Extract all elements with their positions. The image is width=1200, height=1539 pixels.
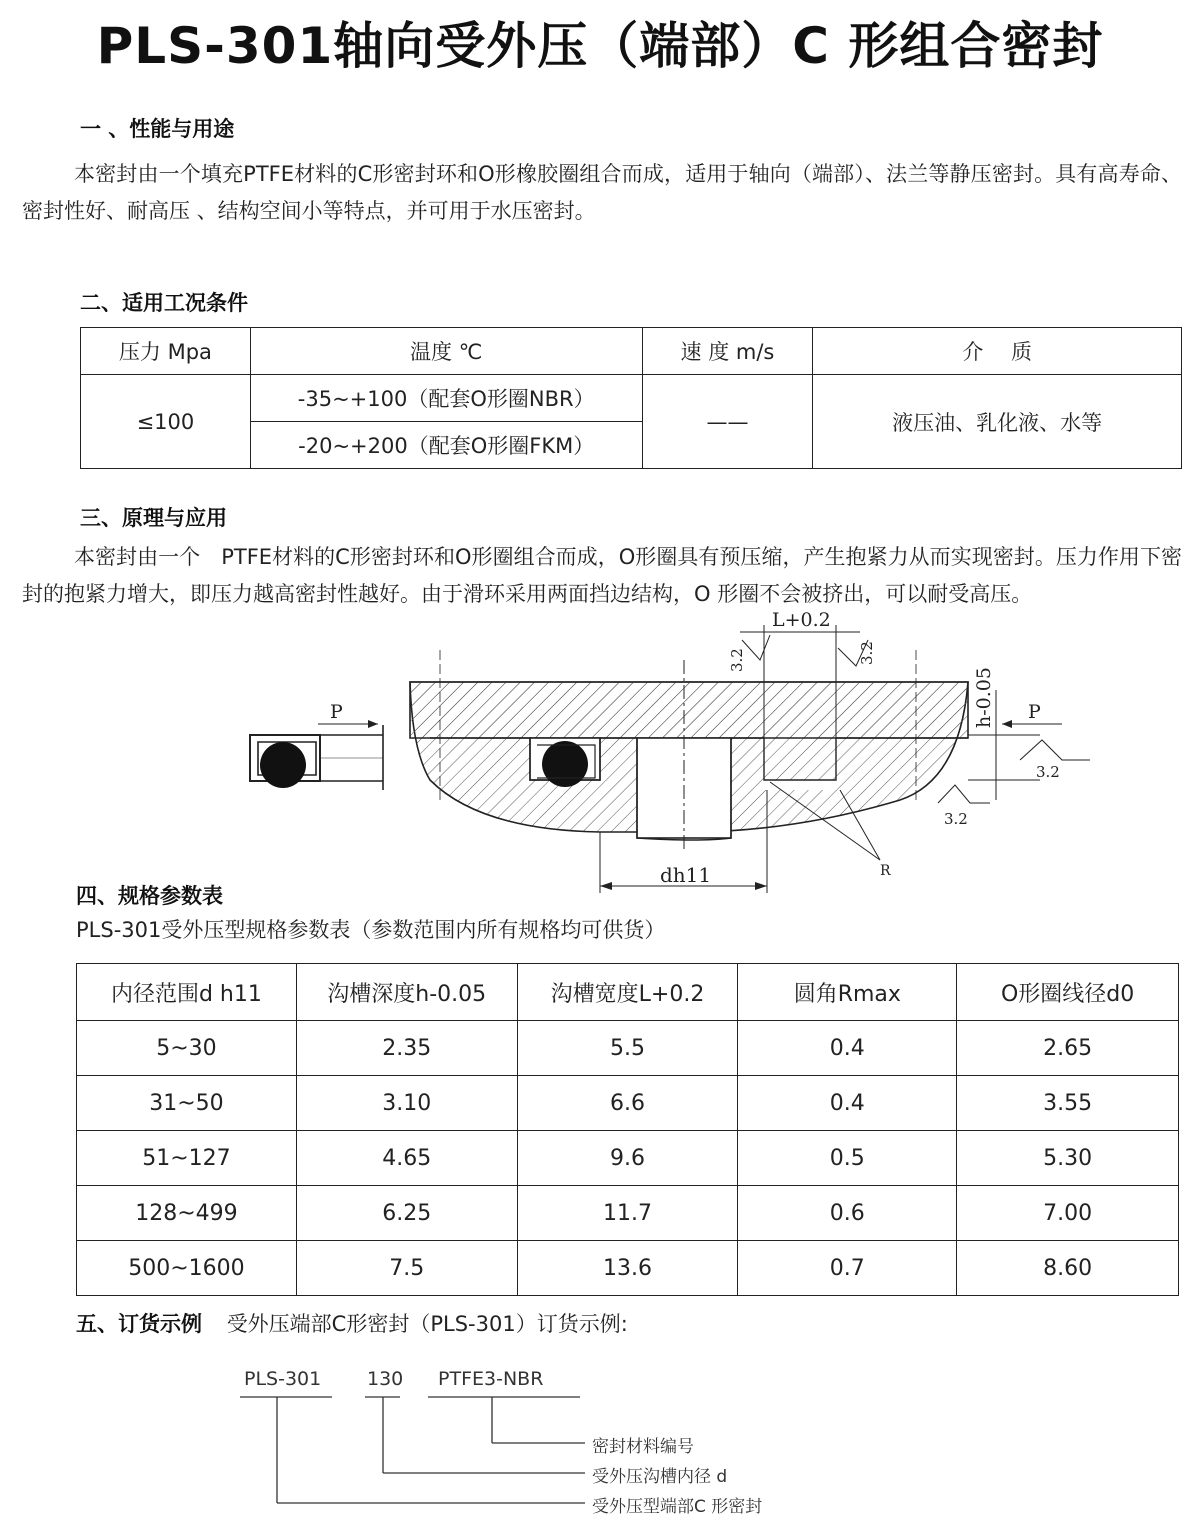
radius-label: R (880, 863, 891, 879)
table-cell: 5.5 (517, 1021, 738, 1076)
table-cell: 6.6 (517, 1076, 738, 1131)
temperature-nbr: -35~+100（配套O形圈NBR） (250, 375, 642, 422)
header-speed: 速 度 m/s (642, 328, 813, 375)
header-temperature: 温度 ℃ (250, 328, 642, 375)
header-pressure: 压力 Mpa (81, 328, 251, 375)
table-row (77, 1076, 1179, 1131)
groove-depth-label: h-0.05 (973, 667, 995, 728)
diameter-label: dh11 (660, 863, 712, 887)
section3-heading: 三、原理与应用 (80, 506, 227, 530)
table-cell: 128~499 (77, 1186, 297, 1241)
seal-cross-section (250, 725, 383, 790)
table-row (77, 1241, 1179, 1296)
section5-heading: 五、订货示例 (76, 1312, 202, 1336)
header-inner-diameter: 内径范围d h11 (77, 964, 297, 1021)
header-oring-diameter: O形圈线径d0 (957, 964, 1179, 1021)
table-cell: 0.5 (738, 1131, 957, 1186)
table-header-row (81, 328, 1182, 375)
table-cell: 9.6 (517, 1131, 738, 1186)
section1-heading: 一 、性能与用途 (80, 117, 235, 141)
groove-width-label: L+0.2 (772, 609, 831, 631)
roughness-label: 3.2 (858, 641, 876, 665)
table-row (77, 1186, 1179, 1241)
table-cell: 500~1600 (77, 1241, 297, 1296)
table-cell: 5~30 (77, 1021, 297, 1076)
table-cell: 2.35 (296, 1021, 517, 1076)
o-ring-icon (542, 741, 588, 787)
table-cell: 4.65 (296, 1131, 517, 1186)
table-cell: 6.25 (296, 1186, 517, 1241)
section3-text: 本密封由一个 PTFE材料的C形密封环和O形圈组合而成，O形圈具有预压缩，产生抱紧力从而实现密封。压力作用下密封的抱紧力增大，即压力越高密封性越好。由于滑环采用两面挡边结构，O 形圈不会被挤出，可以耐受高压。 (22, 545, 1182, 606)
o-ring-icon (260, 742, 306, 788)
page-title: PLS-301轴向受外压（端部）C 形组合密封 (96, 17, 1104, 75)
order-label-material: 密封材料编号 (592, 1437, 694, 1457)
table-cell: 11.7 (517, 1186, 738, 1241)
temperature-fkm: -20~+200（配套O形圈FKM） (250, 422, 642, 469)
header-groove-width: 沟槽宽度L+0.2 (517, 964, 738, 1021)
section1-text: 本密封由一个填充PTFE材料的C形密封环和O形橡胶圈组合而成，适用于轴向（端部）、法兰等静压密封。具有高寿命、密封性好、耐高压 、结构空间小等特点，并可用于水压密封。 (22, 162, 1182, 223)
order-code-material: PTFE3-NBR (438, 1368, 544, 1390)
table-cell: 51~127 (77, 1131, 297, 1186)
section5-intro: 受外压端部C形密封（PLS-301）订货示例: (226, 1312, 628, 1336)
table-cell: 3.55 (957, 1076, 1179, 1131)
table-cell: 0.4 (738, 1076, 957, 1131)
order-example-heading (76, 1308, 628, 1338)
table-cell: 8.60 (957, 1241, 1179, 1296)
table-cell: 3.10 (296, 1076, 517, 1131)
pressure-value: ≤100 (81, 375, 251, 469)
order-label-size: 受外压沟槽内径 d (592, 1467, 728, 1487)
table-cell: 0.6 (738, 1186, 957, 1241)
table-cell: 31~50 (77, 1076, 297, 1131)
speed-value: —— (642, 375, 813, 469)
roughness-label: 3.2 (728, 648, 746, 672)
spec-caption: PLS-301受外压型规格参数表（参数范围内所有规格均可供货） (76, 918, 666, 942)
section2-heading: 二、适用工况条件 (80, 291, 248, 315)
table-header-row (77, 964, 1179, 1021)
conditions-table (80, 327, 1182, 469)
table-cell: 7.00 (957, 1186, 1179, 1241)
header-groove-depth: 沟槽深度h-0.05 (296, 964, 517, 1021)
table-row (77, 1131, 1179, 1186)
table-row (81, 375, 1182, 422)
header-radius: 圆角Rmax (738, 964, 957, 1021)
groove-drawing (0, 600, 1200, 900)
section4-heading: 四、规格参数表 (76, 884, 223, 908)
table-cell: 0.4 (738, 1021, 957, 1076)
order-label-model: 受外压型端部C 形密封 (592, 1497, 763, 1517)
table-cell: 5.30 (957, 1131, 1179, 1186)
table-row (77, 1021, 1179, 1076)
table-cell: 13.6 (517, 1241, 738, 1296)
order-code-model: PLS-301 (244, 1368, 322, 1390)
roughness-label: 3.2 (1036, 763, 1060, 781)
table-cell: 0.7 (738, 1241, 957, 1296)
table-cell: 7.5 (296, 1241, 517, 1296)
roughness-label: 3.2 (944, 810, 968, 828)
pressure-label-left: P (330, 701, 343, 723)
housing-section (410, 682, 968, 840)
medium-value: 液压油、乳化液、水等 (813, 375, 1182, 469)
table-cell: 2.65 (957, 1021, 1179, 1076)
order-code-size: 130 (367, 1368, 404, 1390)
header-medium: 介 质 (813, 328, 1182, 375)
pressure-label-right: P (1028, 701, 1041, 723)
spec-table (76, 963, 1179, 1296)
